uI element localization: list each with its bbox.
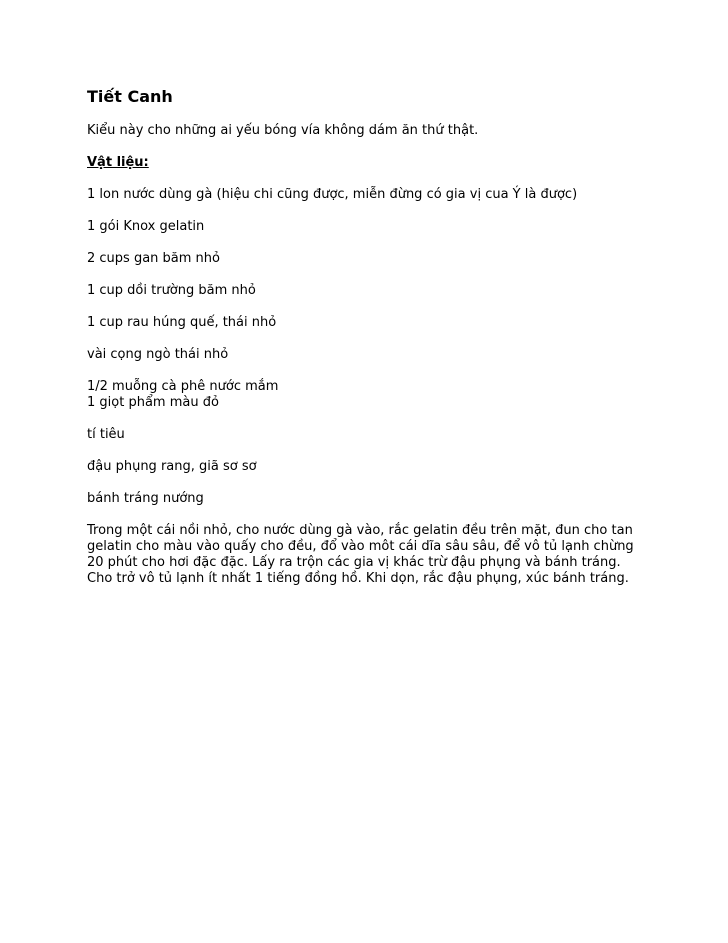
ingredient-item: 1 gói Knox gelatin bbox=[87, 219, 205, 234]
ingredient-item: 1 lon nước dùng gà (hiệu chi cũng được, miễn đừng có gia vị cua Ý là được) bbox=[87, 187, 578, 202]
ingredient-item: tí tiêu bbox=[87, 427, 125, 442]
recipe-title: Tiết Canh bbox=[87, 87, 173, 106]
ingredient-item: 1 giọt phẩm màu đỏ bbox=[87, 395, 219, 410]
ingredient-item: 1/2 muỗng cà phê nước mắm bbox=[87, 379, 279, 394]
ingredient-item: 1 cup rau húng quế, thái nhỏ bbox=[87, 315, 277, 330]
ingredients-list bbox=[87, 187, 647, 507]
ingredient-item: vài cọng ngò thái nhỏ bbox=[87, 347, 229, 362]
recipe-instructions: Trong một cái nồi nhỏ, cho nước dùng gà vào, rắc gelatin đều trên mặt, đun cho tan gelatin cho màu vào quấy cho đều, đổ vào môt cái dĩa sâu sâu, để vô tủ lạnh chừng 20 phút cho hơi đặc đặc. Lấy ra trộn các gia vị khác trừ đậu phụng và bánh tráng. Cho trở vô tủ lạnh ít nhất 1 tiếng đồng hồ. Khi dọn, rắc đậu phụng, xúc bánh tráng. bbox=[87, 523, 634, 586]
ingredient-item: đậu phụng rang, giã sơ sơ bbox=[87, 459, 257, 474]
ingredient-item: 1 cup dồi trường băm nhỏ bbox=[87, 283, 256, 298]
recipe-intro: Kiểu này cho những ai yếu bóng vía không dám ăn thứ thật. bbox=[87, 123, 479, 138]
ingredients-heading: Vật liệu: bbox=[87, 155, 149, 170]
ingredient-item: 2 cups gan băm nhỏ bbox=[87, 251, 220, 266]
document-content bbox=[87, 87, 647, 587]
ingredient-item: bánh tráng nướng bbox=[87, 491, 204, 506]
